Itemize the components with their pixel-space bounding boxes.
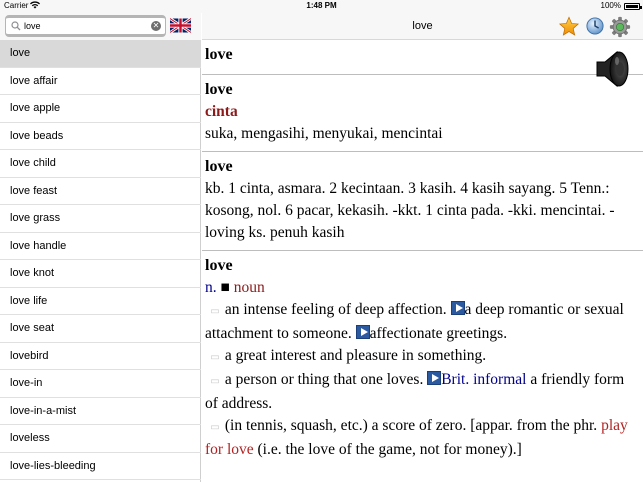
uk-flag-icon[interactable] xyxy=(170,18,191,33)
word-list-item[interactable]: love-lies-bleeding xyxy=(0,453,201,481)
entry-block xyxy=(202,40,643,75)
part-of-speech xyxy=(205,277,639,299)
nav-bar xyxy=(202,13,643,40)
sense-text: (in tennis, squash, etc.) a score of zero. [appar. from the phr. xyxy=(224,417,598,434)
entry-pane xyxy=(202,13,643,482)
status-time: 1:48 PM xyxy=(306,1,337,10)
settings-icon[interactable] xyxy=(609,16,631,38)
word-list-item[interactable]: love beads xyxy=(0,123,201,151)
sense-text: a deep romantic or sexual attachment to someone. xyxy=(205,301,624,342)
entry-block xyxy=(202,251,643,467)
pos-abbreviation: n. xyxy=(205,279,217,296)
sense-text: a person or thing that one loves. xyxy=(224,371,424,388)
word-list-item[interactable]: love apple xyxy=(0,95,201,123)
entry-title: love xyxy=(412,20,433,32)
region-label: Brit. xyxy=(441,371,470,388)
word-list-pane xyxy=(0,13,201,482)
sense-text: (i.e. the love of the game, not for money).] xyxy=(257,441,522,458)
sense-bullet-icon: ▭ xyxy=(210,376,220,387)
battery-percentage: 100% xyxy=(600,1,621,10)
clear-search-icon[interactable]: ✕ xyxy=(152,21,160,30)
status-bar xyxy=(0,0,643,13)
word-list-item[interactable]: love-in xyxy=(0,370,201,398)
word-list-item[interactable]: love grass xyxy=(0,205,201,233)
sense-bullet-icon: ▭ xyxy=(210,306,220,317)
entry-block xyxy=(202,152,643,251)
pos-name: noun xyxy=(233,279,265,296)
sense-4 xyxy=(205,415,639,461)
sense-text: affectionate greetings. xyxy=(369,325,508,342)
entry-headword: love xyxy=(205,81,233,98)
sense-text: a friendly form of address. xyxy=(205,371,625,412)
sense-bullet-icon: ▭ xyxy=(210,422,220,433)
sense-text: an intense feeling of deep affection. xyxy=(224,301,447,318)
play-icon[interactable] xyxy=(451,301,465,315)
word-list-item[interactable]: loveless xyxy=(0,425,201,453)
pos-marker: ■ xyxy=(220,279,230,296)
word-list-item[interactable]: love feast xyxy=(0,178,201,206)
search-field[interactable] xyxy=(5,15,166,37)
entry-content xyxy=(202,40,643,467)
word-list-item[interactable]: lovebird xyxy=(0,343,201,371)
sense-bullet-icon: ▭ xyxy=(210,352,220,363)
register-label: informal xyxy=(473,371,527,388)
word-list-item[interactable]: love child xyxy=(0,150,201,178)
sense-2 xyxy=(205,345,639,369)
play-icon[interactable] xyxy=(356,325,370,339)
star-icon[interactable] xyxy=(558,16,580,37)
sense-1 xyxy=(205,299,639,345)
sense-3 xyxy=(205,369,639,415)
sense-text: a great interest and pleasure in something. xyxy=(224,347,487,364)
word-list-item[interactable]: love seat xyxy=(0,315,201,343)
search-icon xyxy=(11,21,21,31)
word-list-item[interactable]: love affair xyxy=(0,68,201,96)
word-list-item[interactable]: love life xyxy=(0,288,201,316)
entry-translation: cinta xyxy=(205,103,238,120)
word-list-item[interactable]: love-in-a-mist xyxy=(0,398,201,426)
search-bar xyxy=(0,13,201,40)
word-list xyxy=(0,40,201,480)
search-input[interactable] xyxy=(24,19,144,33)
carrier-label: Carrier xyxy=(4,1,29,10)
entry-headword: love xyxy=(205,46,233,63)
history-icon[interactable] xyxy=(586,17,604,35)
speaker-icon[interactable] xyxy=(595,49,629,89)
word-list-item[interactable]: love knot xyxy=(0,260,201,288)
entry-synonyms: suka, mengasihi, menyukai, mencintai xyxy=(205,125,443,142)
entry-definition: kb. 1 cinta, asmara. 2 kecintaan. 3 kasih. 4 kasih sayang. 5 Tenn.: kosong, nol. 6 pacar, kekasih. -kkt. 1 cinta pada. -kki. mencintai. -loving ks. penuh kasih xyxy=(205,180,615,241)
entry-headword: love xyxy=(205,158,233,175)
entry-headword: love xyxy=(205,257,233,274)
word-list-item[interactable]: love xyxy=(0,40,201,68)
entry-block xyxy=(202,75,643,152)
battery-icon xyxy=(624,3,640,10)
phrase-link[interactable]: play for love xyxy=(205,417,628,458)
play-icon[interactable] xyxy=(427,371,441,385)
word-list-item[interactable]: love handle xyxy=(0,233,201,261)
